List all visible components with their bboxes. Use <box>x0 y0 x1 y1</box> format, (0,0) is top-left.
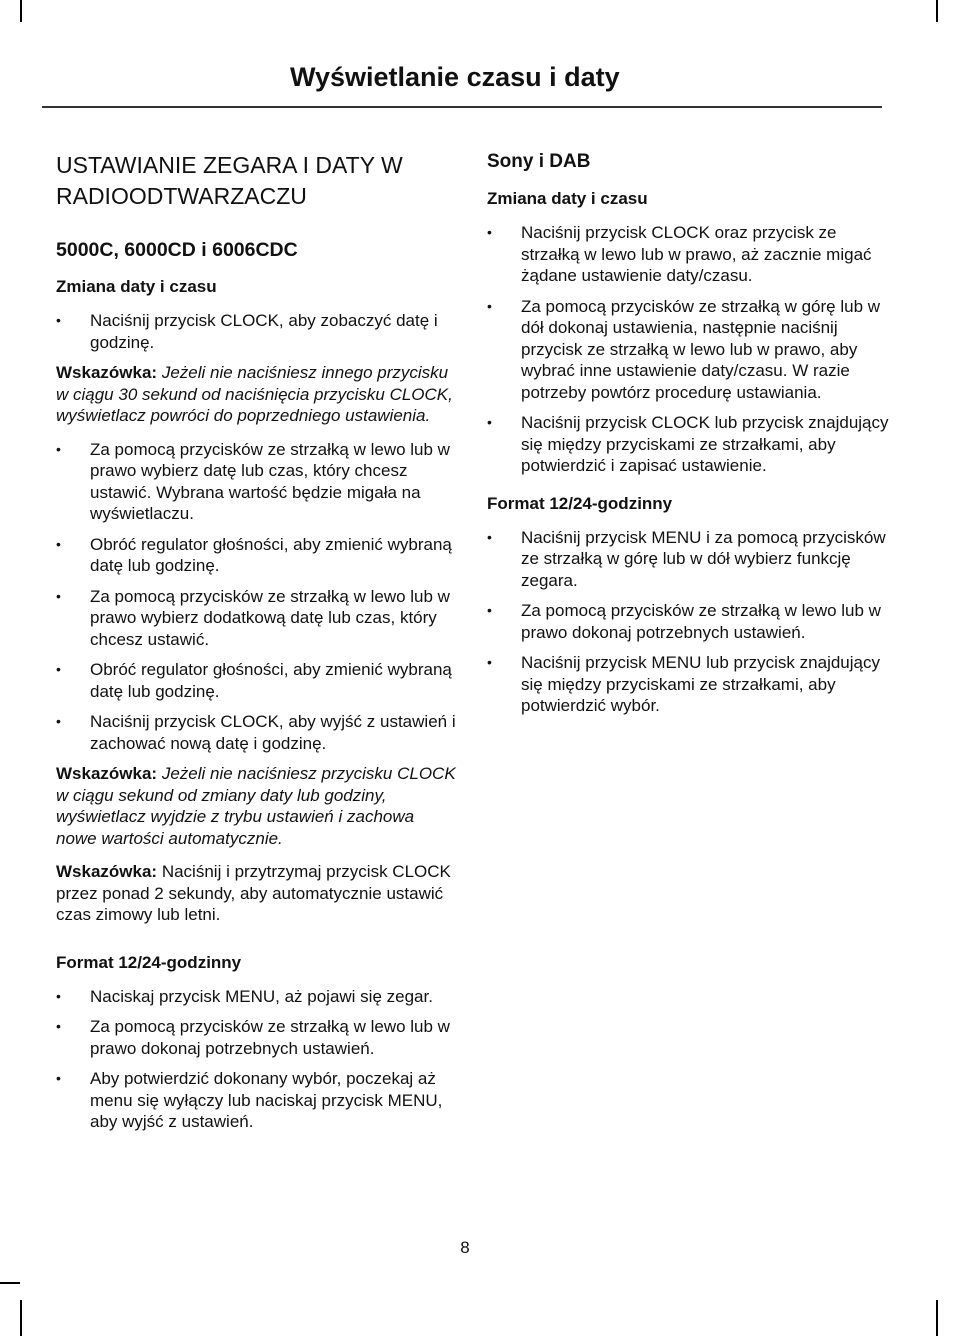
list-item: • Za pomocą przycisków ze strzałką w lewo lub w prawo dokonaj potrzebnych ustawień. <box>56 1016 456 1059</box>
bullet-list-3 <box>56 986 456 1133</box>
subheading-format-12-24: Format 12/24-godzinny <box>487 493 673 513</box>
list-item: • Za pomocą przycisków ze strzałką w lewo lub w prawo wybierz datę lub czas, który chcesz ustawić. Wybrana wartość będzie migała na wyświetlaczu. <box>56 439 456 525</box>
crop-mark-top-right <box>936 0 938 22</box>
list-item: • Naciśnij przycisk CLOCK oraz przycisk ze strzałką w lewo lub w prawo, aż zacznie migać żądane ustawienie daty/czasu. <box>487 222 892 287</box>
note-text: Jeżeli nie naciśniesz przycisku CLOCK w ciągu sekund od zmiany daty lub godziny, wyświetlacz wyjdzie z trybu ustawień i zachowa nowe wartości automatycznie. <box>56 764 456 848</box>
list-item: • Naciśnij przycisk CLOCK lub przycisk znajdujący się między przyciskami ze strzałkami, aby potwierdzić i zapisać ustawienie. <box>487 412 892 477</box>
note-label: Wskazówka: <box>56 764 158 783</box>
subheading-change-date-time: Zmiana daty i czasu <box>56 277 217 296</box>
page-number: 8 <box>460 1238 470 1257</box>
subheading-change-date-time: Zmiana daty i czasu <box>487 189 648 208</box>
note-3 <box>56 861 456 926</box>
list-item: • Naciśnij przycisk MENU i za pomocą przycisków ze strzałką w górę lub w dół wybierz funkcję zegara. <box>487 527 892 592</box>
list-item: • Za pomocą przycisków ze strzałką w lewo lub w prawo wybierz dodatkową datę lub czas, który chcesz ustawić. <box>56 586 456 651</box>
crop-mark-bottom-left-h <box>0 1282 20 1284</box>
page-title: Wyświetlanie czasu i daty <box>290 62 620 92</box>
section-title-sony-dab: Sony i DAB <box>487 151 591 172</box>
left-column <box>56 150 456 1142</box>
section-title-radio-clock: USTAWIANIE ZEGARA I DATY W RADIOODTWARZACZU <box>56 152 403 209</box>
note-2 <box>56 763 456 849</box>
list-item: • Obróć regulator głośności, aby zmienić wybraną datę lub godzinę. <box>56 534 456 577</box>
list-item: • Naciśnij przycisk CLOCK, aby zobaczyć datę i godzinę. <box>56 310 456 353</box>
crop-mark-bottom-left-v <box>20 1300 22 1336</box>
crop-mark-bottom-right <box>936 1300 938 1336</box>
bullet-list-right-2 <box>487 527 892 717</box>
note-text: Naciśnij i przytrzymaj przycisk CLOCK przez ponad 2 sekundy, aby automatycznie ustawić czas zimowy lub letni. <box>56 862 451 924</box>
list-item: • Za pomocą przycisków ze strzałką w lewo lub w prawo dokonaj potrzebnych ustawień. <box>487 600 892 643</box>
list-item: • Za pomocą przycisków ze strzałką w górę lub w dół dokonaj ustawienia, następnie naciśnij przycisk ze strzałką w lewo lub w prawo, aby wybrać inne ustawienie daty/czasu. W razie potrzeby powtórz procedurę ustawiania. <box>487 296 892 404</box>
models-heading: 5000C, 6000CD i 6006CDC <box>56 239 298 261</box>
crop-mark-top-left <box>20 0 22 22</box>
list-item: • Aby potwierdzić dokonany wybór, poczekaj aż menu się wyłączy lub naciskaj przycisk MENU, aby wyjść z ustawień. <box>56 1068 456 1133</box>
bullet-list-1 <box>56 310 456 353</box>
note-text: Jeżeli nie naciśniesz innego przycisku w ciągu 30 sekund od naciśnięcia przycisku CLOCK, wyświetlacz powróci do poprzedniego ustawienia. <box>56 363 453 425</box>
list-item: • Obróć regulator głośności, aby zmienić wybraną datę lub godzinę. <box>56 659 456 702</box>
note-label: Wskazówka: <box>56 363 158 382</box>
note-1 <box>56 362 456 427</box>
bullet-list-right-1 <box>487 222 892 477</box>
header-divider <box>42 106 882 108</box>
bullet-list-2 <box>56 439 456 755</box>
right-column <box>487 150 892 726</box>
list-item: • Naciśnij przycisk MENU lub przycisk znajdujący się między przyciskami ze strzałkami, aby potwierdzić wybór. <box>487 652 892 717</box>
list-item: • Naciskaj przycisk MENU, aż pojawi się zegar. <box>56 986 456 1008</box>
note-label: Wskazówka: <box>56 862 158 881</box>
subheading-format-12-24: Format 12/24-godzinny <box>56 952 242 972</box>
list-item: • Naciśnij przycisk CLOCK, aby wyjść z ustawień i zachować nową datę i godzinę. <box>56 711 456 754</box>
